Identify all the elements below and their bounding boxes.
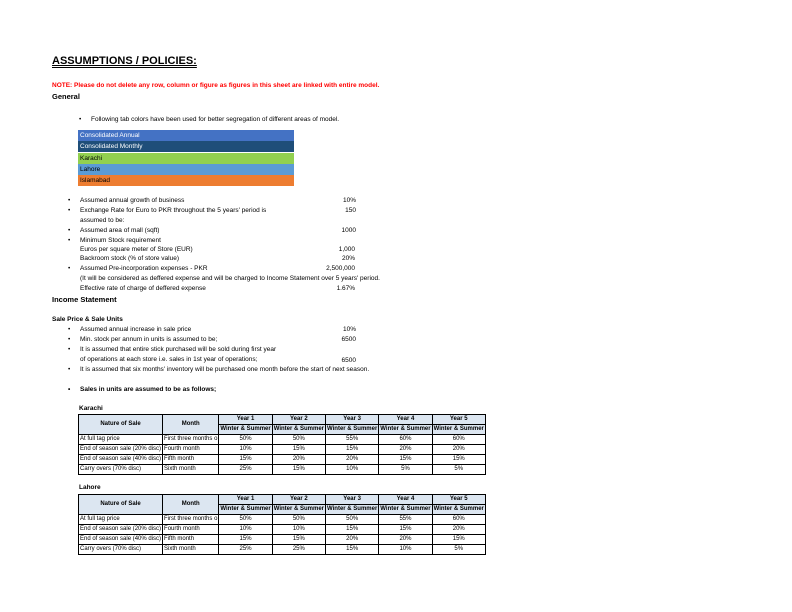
euros-value: 1,000 — [338, 246, 355, 253]
header-month: Month — [163, 495, 219, 515]
lahore-label: Lahore — [79, 484, 101, 491]
header-nature: Nature of Sale — [79, 495, 163, 515]
percent-cell[interactable]: 20% — [326, 455, 379, 465]
tab-color-swatch: Consolidated Monthly — [78, 141, 294, 152]
percent-cell[interactable]: 20% — [379, 535, 432, 545]
nature-cell[interactable]: End of season sale (20% disc) — [79, 445, 163, 455]
percent-cell[interactable]: 50% — [326, 515, 379, 525]
growth-value: 10% — [342, 197, 356, 204]
percent-cell[interactable]: 10% — [326, 465, 379, 475]
header-season: Winter & Summer — [272, 505, 325, 515]
percent-cell[interactable]: 60% — [432, 435, 485, 445]
percent-cell[interactable]: 15% — [379, 525, 432, 535]
header-season: Winter & Summer — [219, 425, 272, 435]
percent-cell[interactable]: 15% — [272, 535, 325, 545]
percent-cell[interactable]: 25% — [219, 545, 272, 555]
percent-cell[interactable]: 25% — [272, 545, 325, 555]
month-cell[interactable]: First three months o — [163, 515, 219, 525]
header-year: Year 4 — [379, 495, 432, 505]
percent-cell[interactable]: 10% — [272, 525, 325, 535]
tab-color-swatch: Karachi — [78, 153, 294, 164]
nature-cell[interactable]: End of season sale (40% disc) — [79, 535, 163, 545]
area-label: • Assumed area of mall (sqft) — [68, 227, 160, 234]
percent-cell[interactable]: 60% — [432, 515, 485, 525]
price-inc-label: • Assumed annual increase in sale price — [68, 326, 192, 333]
entire-label-cont: of operations at each store i.e. sales in 1st year of operations; — [80, 356, 258, 363]
warning-note: NOTE: Please do not delete any row, column or figure as figures in this sheet are linked with entire model. — [52, 82, 380, 89]
nature-cell[interactable]: At full tag price — [79, 515, 163, 525]
min-stock-label: • Min. stock per annum in units is assumed to be; — [68, 336, 218, 343]
entire-value: 6500 — [341, 357, 356, 364]
sales-units-text: • Sales in units are assumed to be as follows; — [68, 386, 217, 393]
header-month: Month — [163, 415, 219, 435]
percent-cell[interactable]: 20% — [432, 445, 485, 455]
table-row — [79, 435, 486, 445]
euros-label: Euros per square meter of Store (EUR) — [80, 246, 193, 253]
month-cell[interactable]: Fifth month — [163, 455, 219, 465]
month-cell[interactable]: Fifth month — [163, 535, 219, 545]
preinc-note: (It will be considered as deffered expense and will be charged to Income Statement over 5 years' period. — [80, 275, 380, 282]
preinc-label: • Assumed Pre-incorporation expenses - PKR — [68, 265, 208, 272]
percent-cell[interactable]: 15% — [326, 525, 379, 535]
percent-cell[interactable]: 15% — [219, 455, 272, 465]
sale-price-heading: Sale Price & Sale Units — [52, 316, 123, 323]
nature-cell[interactable]: At full tag price — [79, 435, 163, 445]
header-year: Year 2 — [272, 415, 325, 425]
header-season: Winter & Summer — [219, 505, 272, 515]
growth-label: • Assumed annual growth of business — [68, 197, 185, 204]
month-cell[interactable]: Fourth month — [163, 445, 219, 455]
header-year: Year 3 — [326, 495, 379, 505]
min-stock-value: 6500 — [341, 336, 356, 343]
percent-cell[interactable]: 5% — [379, 465, 432, 475]
table-row — [79, 515, 486, 525]
header-year: Year 2 — [272, 495, 325, 505]
table-row — [79, 445, 486, 455]
percent-cell[interactable]: 50% — [219, 435, 272, 445]
percent-cell[interactable]: 15% — [272, 445, 325, 455]
percent-cell[interactable]: 20% — [326, 535, 379, 545]
backroom-label: Backroom stock (% of store value) — [80, 255, 179, 262]
header-season: Winter & Summer — [432, 505, 485, 515]
sales-mix-table — [78, 494, 486, 555]
percent-cell[interactable]: 15% — [432, 455, 485, 465]
header-year: Year 1 — [219, 495, 272, 505]
header-year: Year 3 — [326, 415, 379, 425]
percent-cell[interactable]: 15% — [272, 465, 325, 475]
page-title: ASSUMPTIONS / POLICIES: — [52, 55, 197, 67]
percent-cell[interactable]: 50% — [272, 515, 325, 525]
month-cell[interactable]: Fourth month — [163, 525, 219, 535]
header-nature: Nature of Sale — [79, 415, 163, 435]
percent-cell[interactable]: 10% — [219, 525, 272, 535]
effective-value: 1.67% — [336, 285, 355, 292]
header-season: Winter & Summer — [326, 425, 379, 435]
percent-cell[interactable]: 15% — [432, 535, 485, 545]
nature-cell[interactable]: End of season sale (20% disc) — [79, 525, 163, 535]
effective-label: Effective rate of charge of deffered expense — [80, 285, 206, 292]
percent-cell[interactable]: 15% — [326, 545, 379, 555]
percent-cell[interactable]: 50% — [272, 435, 325, 445]
preinc-value: 2,500,000 — [326, 265, 355, 272]
income-heading: Income Statement — [52, 295, 117, 304]
six-months-text: • It is assumed that six months' inventory will be purchased one month before the start of next season. — [68, 366, 370, 373]
percent-cell[interactable]: 5% — [432, 545, 485, 555]
fx-label-cont: assumed to be: — [80, 217, 125, 224]
table-row — [79, 545, 486, 555]
percent-cell[interactable]: 20% — [379, 445, 432, 455]
percent-cell[interactable]: 25% — [219, 465, 272, 475]
header-season: Winter & Summer — [379, 425, 432, 435]
header-season: Winter & Summer — [326, 505, 379, 515]
month-cell[interactable]: Sixth month — [163, 465, 219, 475]
table-row — [79, 455, 486, 465]
percent-cell[interactable]: 20% — [432, 525, 485, 535]
month-cell[interactable]: First three months o — [163, 435, 219, 445]
sales-mix-table — [78, 414, 486, 475]
percent-cell[interactable]: 55% — [379, 515, 432, 525]
header-season: Winter & Summer — [379, 505, 432, 515]
percent-cell[interactable]: 5% — [432, 465, 485, 475]
table-row — [79, 465, 486, 475]
header-year: Year 1 — [219, 415, 272, 425]
tab-colors-text: • Following tab colors have been used for better segregation of different areas of model. — [79, 116, 340, 123]
nature-cell[interactable]: End of season sale (40% disc) — [79, 455, 163, 465]
general-heading: General — [52, 92, 80, 101]
backroom-value: 20% — [341, 255, 355, 262]
nature-cell[interactable]: Carry overs (70% disc) — [79, 545, 163, 555]
percent-cell[interactable]: 10% — [219, 445, 272, 455]
nature-cell[interactable]: Carry overs (70% disc) — [79, 465, 163, 475]
entire-label: • It is assumed that entire stick purchased will be sold during first year — [68, 346, 277, 353]
table-row — [79, 535, 486, 545]
tab-color-swatch: Islamabad — [78, 175, 294, 186]
percent-cell[interactable]: 60% — [379, 435, 432, 445]
header-year: Year 5 — [432, 495, 485, 505]
header-year: Year 4 — [379, 415, 432, 425]
percent-cell[interactable]: 20% — [272, 455, 325, 465]
header-season: Winter & Summer — [432, 425, 485, 435]
tab-color-swatch: Consolidated Annual — [78, 130, 294, 141]
percent-cell[interactable]: 15% — [326, 445, 379, 455]
fx-value: 150 — [345, 207, 356, 214]
area-value: 1000 — [341, 227, 356, 234]
table-row — [79, 525, 486, 535]
fx-label: • Exchange Rate for Euro to PKR throughout the 5 years' period is — [68, 207, 267, 214]
month-cell[interactable]: Sixth month — [163, 545, 219, 555]
percent-cell[interactable]: 15% — [379, 455, 432, 465]
tab-color-swatch: Lahore — [78, 164, 294, 175]
karachi-label: Karachi — [79, 405, 103, 412]
percent-cell[interactable]: 50% — [219, 515, 272, 525]
percent-cell[interactable]: 15% — [219, 535, 272, 545]
price-inc-value: 10% — [342, 326, 356, 333]
header-year: Year 5 — [432, 415, 485, 425]
header-season: Winter & Summer — [272, 425, 325, 435]
stock-label: • Minimum Stock requirement — [68, 237, 161, 244]
percent-cell[interactable]: 10% — [379, 545, 432, 555]
percent-cell[interactable]: 55% — [326, 435, 379, 445]
